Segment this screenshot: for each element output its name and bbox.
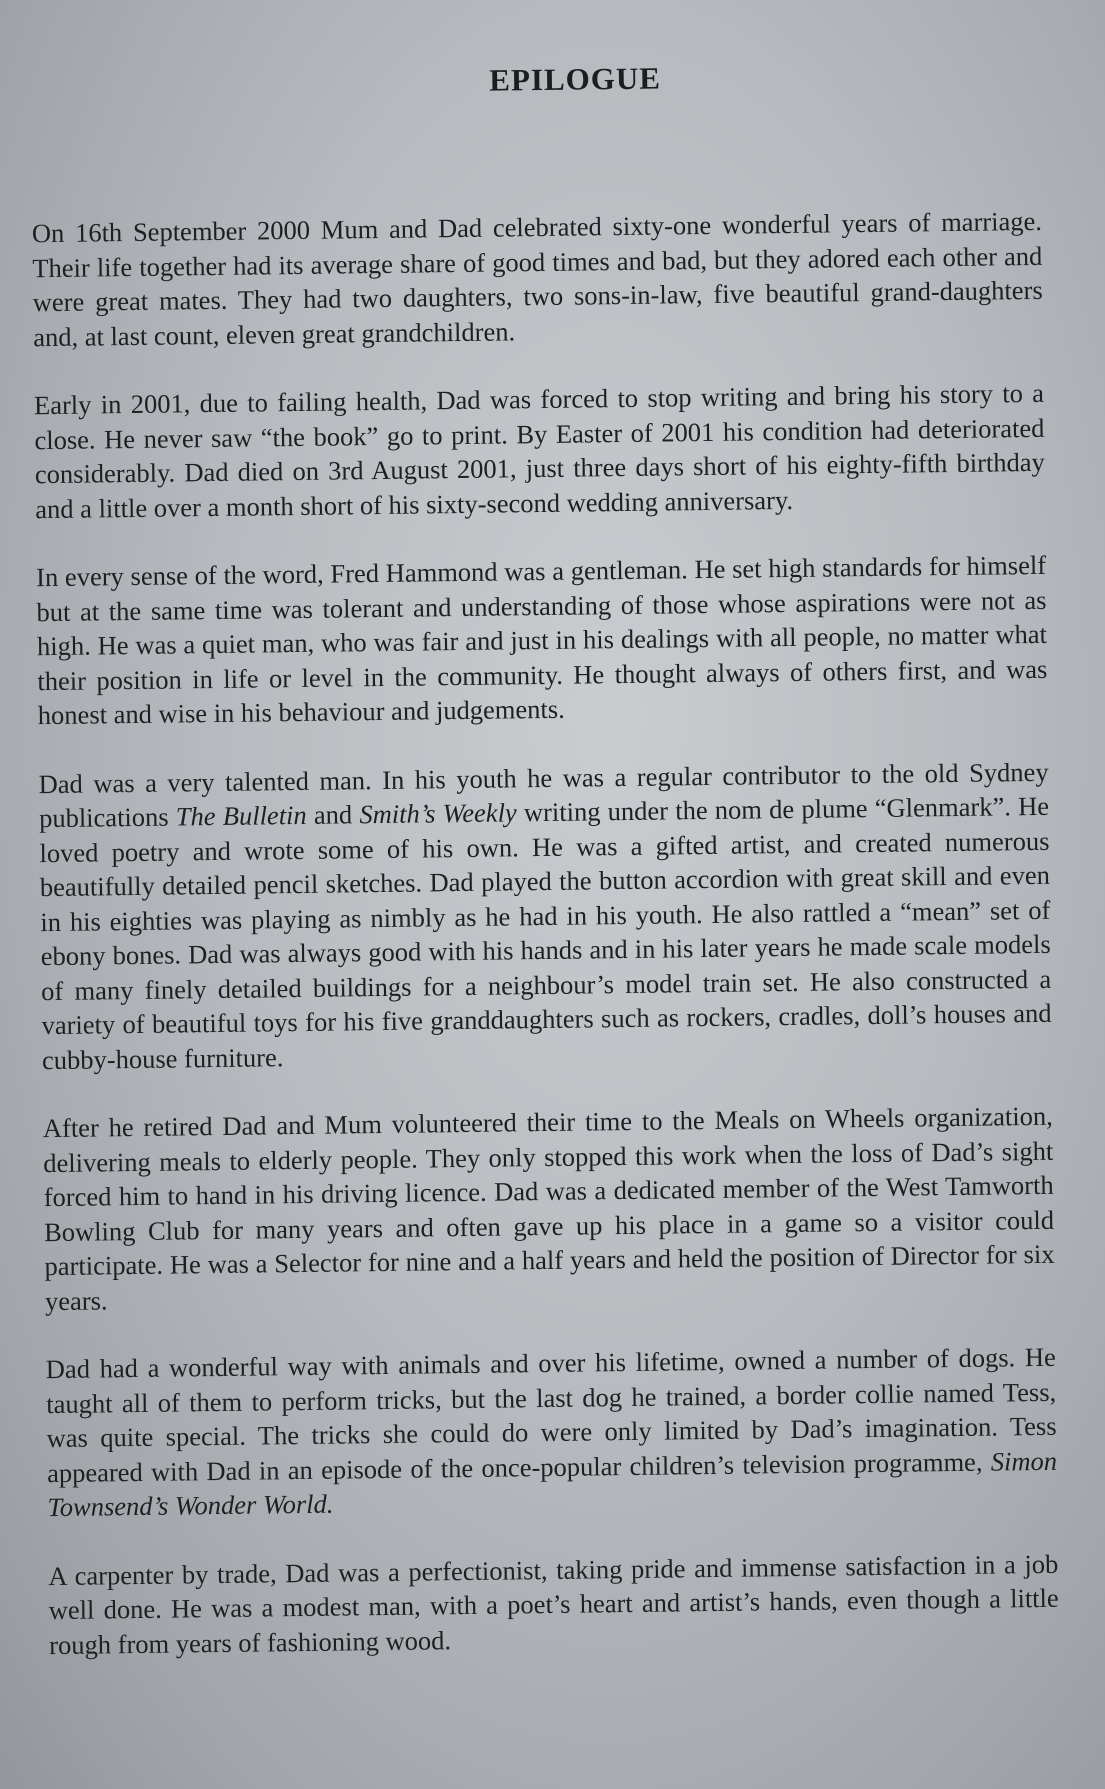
talents-text-and: and [306,799,360,830]
paragraph-animals [46,1340,1058,1525]
paragraph-failing-health: Early in 2001, due to failing health, Dad was forced to stop writing and bring his story to a close. He never saw “the book” go to print. By Easter of 2001 his condition had deteriorated considerably. Dad died on 3rd August 2001, just three days short of his eighty-fifth birthday and a little over a month short of his sixty-second wedding anniversary. [33,377,1045,524]
talents-text-end: writing under the nom de plume “Glenmark”. He loved poetry and wrote some of his own. He was a gifted artist, and created numerous beautifully detailed pencil sketches. Dad played the button accordion with great skill and even in his eighties was playing as nimbly as he had in his youth. He also rattled a “mean” set of ebony bones. Dad was always good with his hands and in his later years he made scale models of many finely detailed buildings for a neighbour’s model train set. He also constructed a variety of beautiful toys for his five granddaughters such as rockers, cradles, doll’s houses and cubby-house furniture. [39,790,1052,1075]
printed-sheet [30,34,1061,1746]
paragraph-volunteering: After he retired Dad and Mum volunteered their time to the Meals on Wheels organization, delivering meals to elderly people. They only stopped this work when the loss of Dad’s sight forced him to hand in his driving licence. Dad was a dedicated member of the West Tamworth Bowling Club for many years and often gave up his place in a game so a visitor could participate. He was a Selector for nine and a half years and held the position of Director for six years. [42,1100,1055,1316]
paragraph-gentleman: In every sense of the word, Fred Hammond was a gentleman. He set high standards for himself but at the same time was tolerant and understanding of those whose aspirations were not as high. He was a quiet man, who was fair and just in his dealings with all people, no matter what their position in life or level in the community. He thought always of others first, and was honest and wise in his behaviour and judgements. [35,549,1048,731]
paragraph-carpenter: A carpenter by trade, Dad was a perfectionist, taking pride and immense satisfaction in a job well done. He was a modest man, with a poet’s heart and artist’s hands, even though a little rough from years of fashioning wood. [48,1548,1059,1660]
paragraph-talents [38,754,1052,1077]
talents-text-start: Dad was a very talented man. In his youth he was a regular contributor to the old Sydney publications [38,756,1049,834]
publication-bulletin: The Bulletin [175,799,307,832]
page-title: EPILOGUE [489,60,662,98]
animals-text: Dad had a wonderful way with animals and over his lifetime, owned a number of dogs. He taught all of them to perform tricks, but the last dog he trained, a border collie named Tess, was quite special. The tricks she could do were only limited by Dad’s imagination. Tess appeared with Dad in an episode of the once-popular children’s television programme, [45,1341,1057,1488]
paragraph-anniversary: On 16th September 2000 Mum and Dad celebrated sixty-one wonderful years of marriage. Their life together had its average share of good times and bad, but they adored each other and were great mates. They had two daughters, two sons-in-law, five beautiful grand-daughters and, at last count, eleven great grandchildren. [31,205,1043,352]
epilogue-body [32,204,1060,1696]
tv-programme-title: Simon Townsend’s Wonder World. [47,1445,1058,1523]
publication-smiths-weekly: Smith’s Weekly [359,797,517,830]
